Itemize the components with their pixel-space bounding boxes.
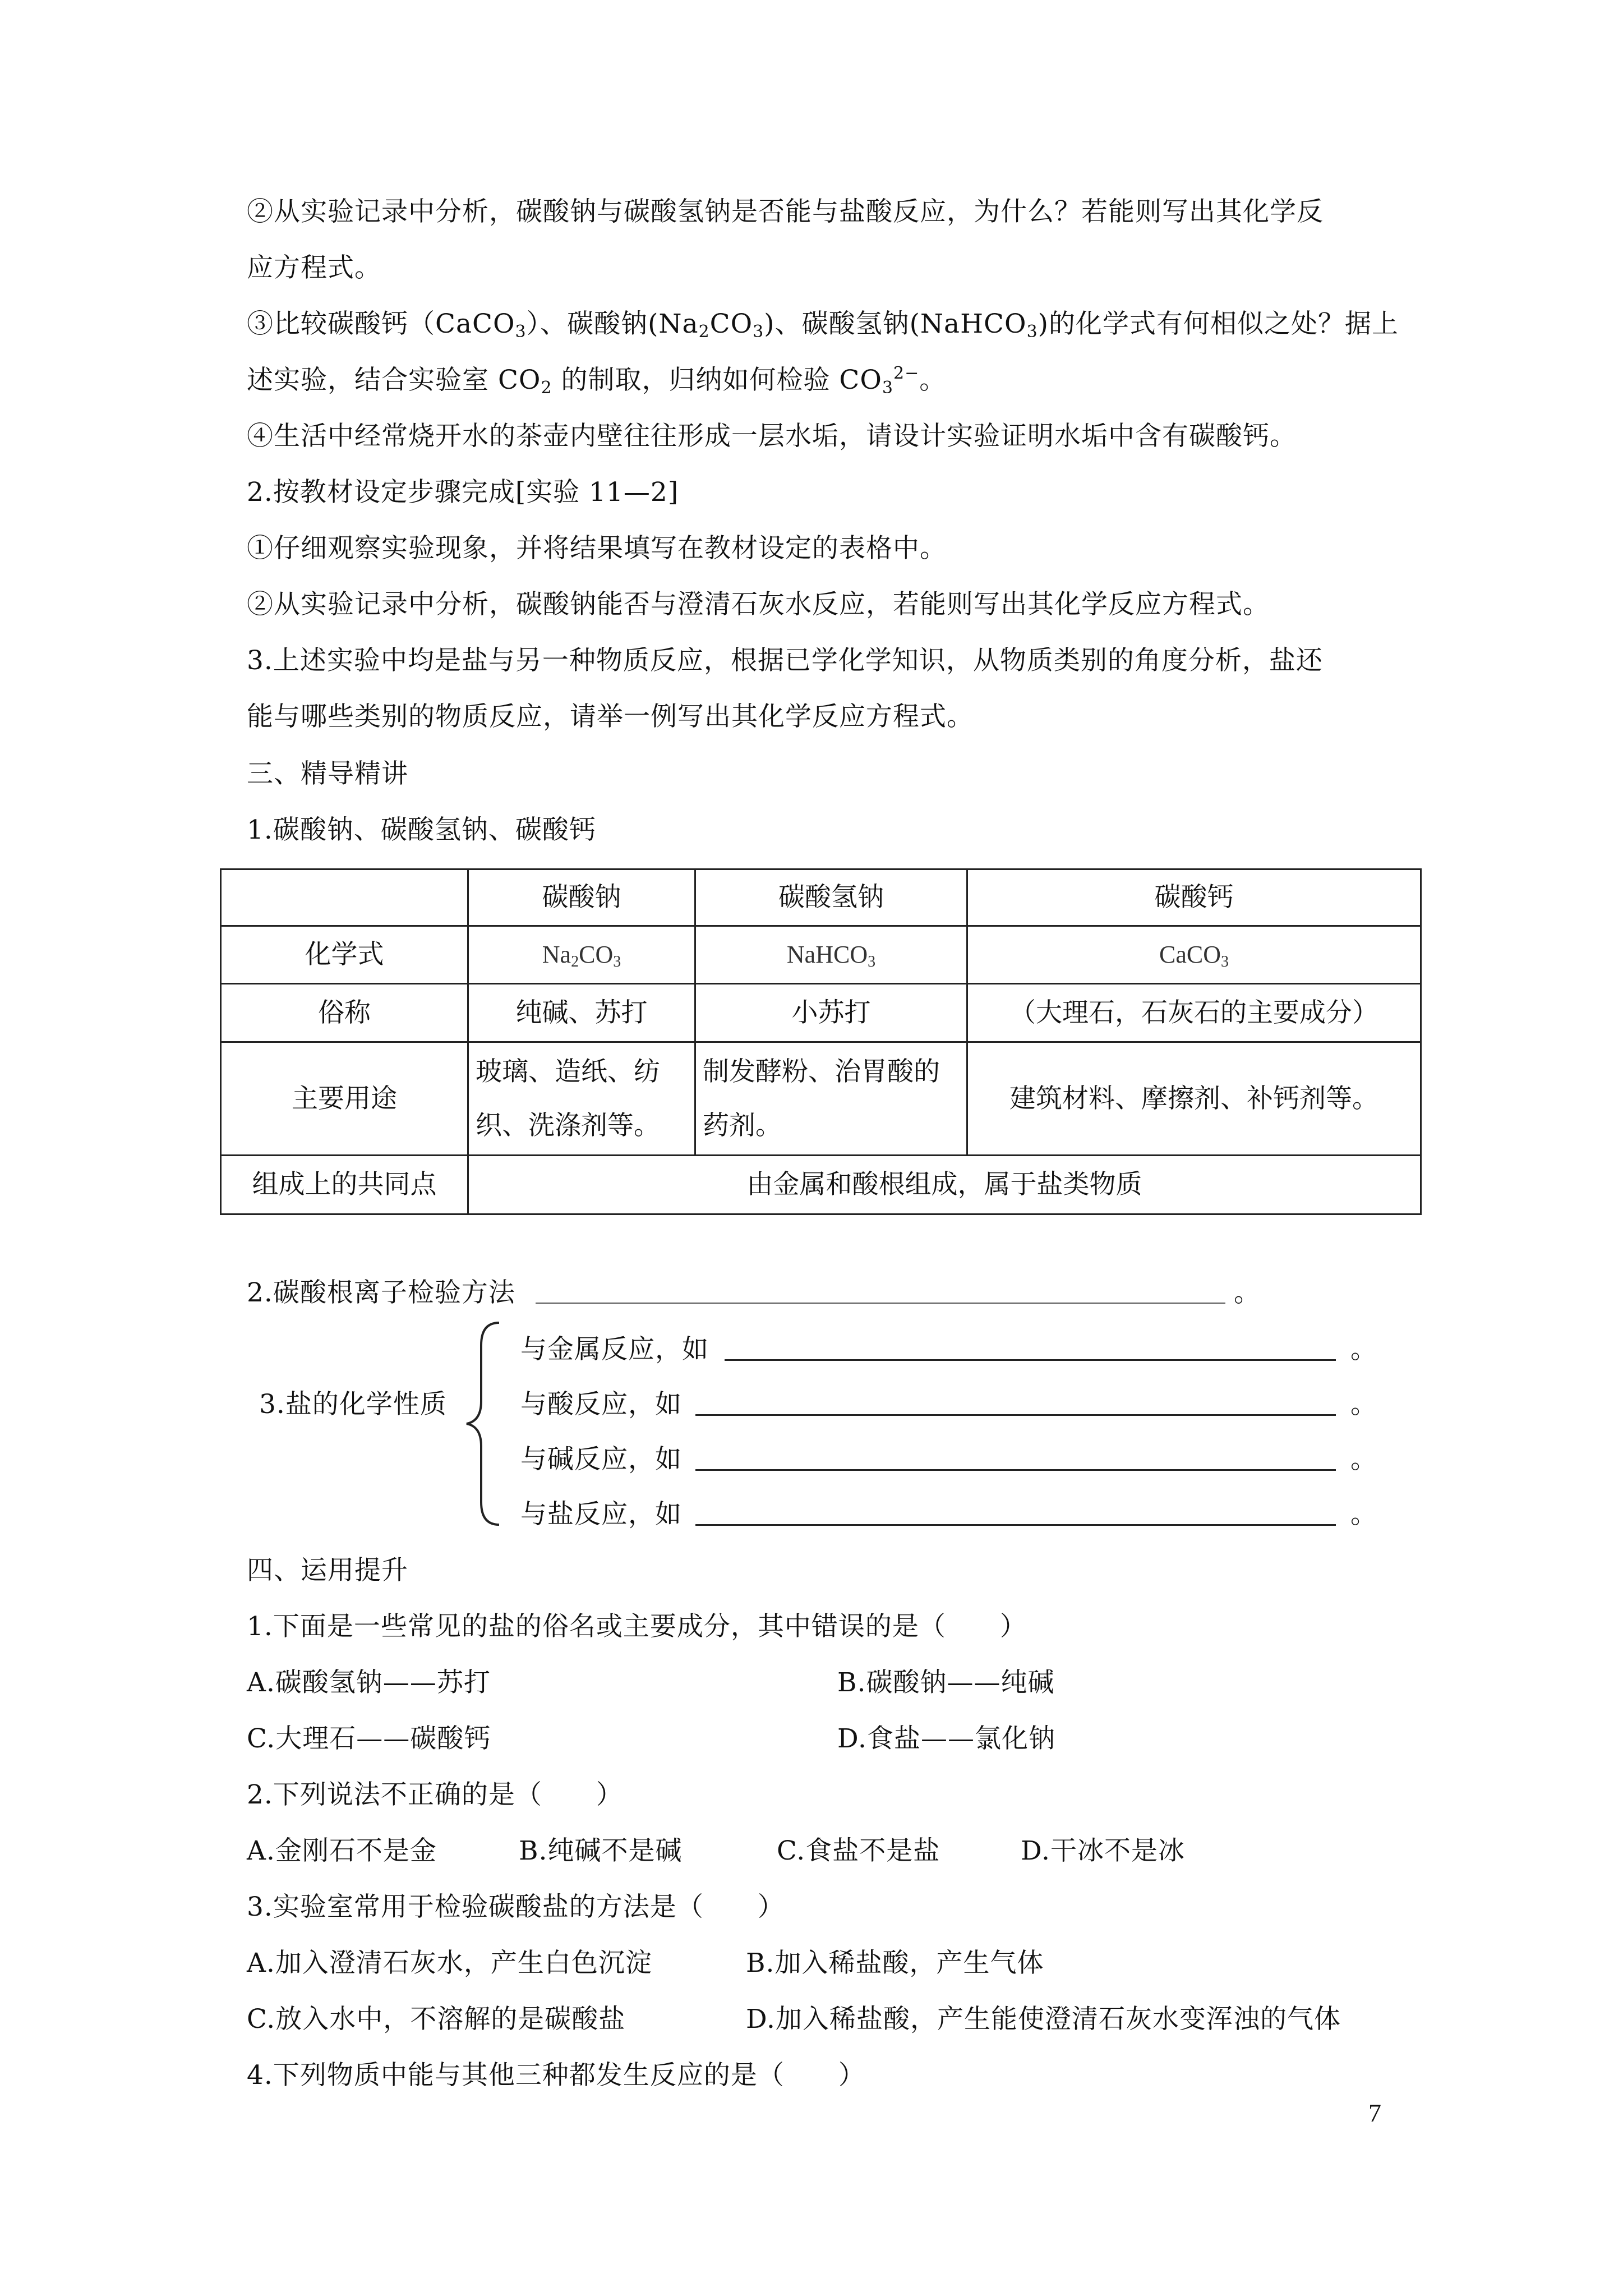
row-label: 主要用途 xyxy=(221,1042,468,1156)
mc-question-2: 2.下列说法不正确的是（ ） xyxy=(247,1779,623,1810)
step-2-2: ②从实验记录中分析，碳酸钠能否与澄清石灰水反应，若能则写出其化学反应方程式。 xyxy=(247,589,1270,620)
section-3-item-3: 3.盐的化学性质 xyxy=(259,1389,447,1420)
question-2-3-cont: 述实验，结合实验室 $CO_2$ 的制取，归纳如何检验 $CO_3^{2-}$。 xyxy=(247,364,947,398)
formula-cell: CaCO$_3$ xyxy=(967,926,1421,983)
row-label: 俗称 xyxy=(221,983,468,1042)
mc-option[interactable]: D.干冰不是冰 xyxy=(1021,1835,1185,1866)
table-row-common xyxy=(221,1156,1421,1214)
mc-option[interactable]: C.大理石——碳酸钙 xyxy=(247,1723,491,1754)
table-cell: 小苏打 xyxy=(695,983,967,1042)
row-label: 组成上的共同点 xyxy=(221,1156,468,1214)
formula-cell: $Na_2CO_3$ xyxy=(468,926,695,983)
section-3-heading: 三、精导精讲 xyxy=(247,758,408,789)
mc-question-1: 1.下面是一些常见的盐的俗名或主要成分，其中错误的是（ ） xyxy=(247,1611,1027,1642)
mc-question-4: 4.下列物质中能与其他三种都发生反应的是（ ） xyxy=(247,2060,865,2091)
table-header-cell: 碳酸钙 xyxy=(967,869,1421,926)
answer-blank[interactable] xyxy=(695,1524,1336,1526)
step-3: 3.上述实验中均是盐与另一种物质反应，根据已学化学知识，从物质类别的角度分析，盐还 xyxy=(247,645,1323,676)
table-cell: 纯碱、苏打 xyxy=(468,983,695,1042)
formula-cell: NaHCO$_3$ xyxy=(695,926,967,983)
answer-blank[interactable] xyxy=(695,1469,1336,1471)
table-header-cell: 碳酸氢钠 xyxy=(695,869,967,926)
curly-brace-icon xyxy=(460,1317,505,1530)
property-base: 与碱反应，如 xyxy=(520,1444,682,1475)
carbonate-comparison-table xyxy=(220,868,1422,1215)
property-salt: 与盐反应，如 xyxy=(520,1499,682,1530)
section-3-item-2: 2.碳酸根离子检验方法 xyxy=(247,1277,515,1308)
answer-blank[interactable] xyxy=(725,1359,1336,1361)
section-4-heading: 四、运用提升 xyxy=(247,1555,408,1586)
property-end: 。 xyxy=(1350,1389,1377,1420)
answer-blank[interactable] xyxy=(536,1303,1225,1304)
question-2-1: ②从实验记录中分析，碳酸钠与碳酸氢钠是否能与盐酸反应，为什么？若能则写出其化学反 xyxy=(247,196,1324,227)
table-cell: 建筑材料、摩擦剂、补钙剂等。 xyxy=(967,1042,1421,1156)
mc-option[interactable]: A.碳酸氢钠——苏打 xyxy=(247,1667,491,1698)
table-cell: 由金属和酸根组成，属于盐类物质 xyxy=(468,1156,1421,1214)
step-2: 2.按教材设定步骤完成[实验 11—2] xyxy=(247,477,679,508)
row-label: 化学式 xyxy=(221,926,468,983)
table-header-cell: 碳酸钠 xyxy=(468,869,695,926)
mc-option[interactable]: D.食盐——氯化钠 xyxy=(837,1723,1055,1754)
mc-option[interactable]: C.放入水中，不溶解的是碳酸盐 xyxy=(247,2004,626,2035)
answer-blank[interactable] xyxy=(695,1414,1336,1416)
item-2-end: 。 xyxy=(1234,1277,1261,1308)
table-header-row xyxy=(221,869,1421,926)
property-metal: 与金属反应，如 xyxy=(520,1334,709,1365)
table-row-formula xyxy=(221,926,1421,983)
table-cell: 玻璃、造纸、纺织、洗涤剂等。 xyxy=(468,1042,695,1156)
mc-option[interactable]: A.加入澄清石灰水，产生白色沉淀 xyxy=(247,1948,652,1978)
section-3-item-1: 1.碳酸钠、碳酸氢钠、碳酸钙 xyxy=(247,815,596,845)
mc-option[interactable]: B.碳酸钠——纯碱 xyxy=(837,1667,1055,1698)
page-number: 7 xyxy=(1368,2099,1381,2127)
mc-option[interactable]: C.食盐不是盐 xyxy=(777,1835,940,1866)
table-cell: （大理石，石灰石的主要成分） xyxy=(967,983,1421,1042)
mc-option[interactable]: D.加入稀盐酸，产生能使澄清石灰水变浑浊的气体 xyxy=(746,2004,1341,2035)
question-2-3: ③比较碳酸钙（CaCO$_3$）、碳酸钠$(Na_2CO_3)$、碳酸氢钠(NaHCO$_3$)的化学式有何相似之处？据上 xyxy=(247,309,1399,342)
table-header-cell xyxy=(221,869,468,926)
mc-question-3: 3.实验室常用于检验碳酸盐的方法是（ ） xyxy=(247,1892,785,1922)
mc-option[interactable]: B.加入稀盐酸，产生气体 xyxy=(746,1948,1044,1978)
property-end: 。 xyxy=(1350,1334,1377,1365)
table-row-common-name xyxy=(221,983,1421,1042)
question-2-4: ④生活中经常烧开水的茶壶内壁往往形成一层水垢，请设计实验证明水垢中含有碳酸钙。 xyxy=(247,421,1297,452)
question-2-1-cont: 应方程式。 xyxy=(247,252,381,283)
table-cell: 制发酵粉、治胃酸的药剂。 xyxy=(695,1042,967,1156)
property-acid: 与酸反应，如 xyxy=(520,1389,682,1420)
property-end: 。 xyxy=(1350,1444,1377,1475)
property-end: 。 xyxy=(1350,1499,1377,1530)
mc-option[interactable]: A.金刚石不是金 xyxy=(247,1835,437,1866)
table-row-uses xyxy=(221,1042,1421,1156)
step-2-1: ①仔细观察实验现象，并将结果填写在教材设定的表格中。 xyxy=(247,533,947,564)
step-3-cont: 能与哪些类别的物质反应，请举一例写出其化学反应方程式。 xyxy=(247,701,974,732)
mc-option[interactable]: B.纯碱不是碱 xyxy=(519,1835,683,1866)
